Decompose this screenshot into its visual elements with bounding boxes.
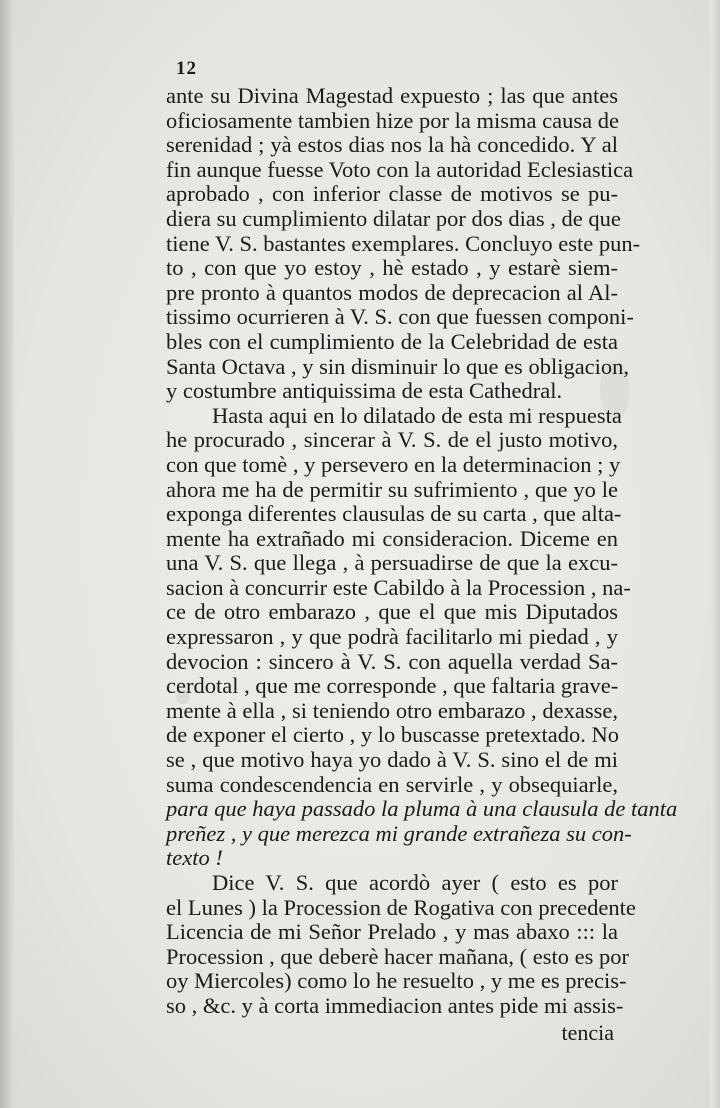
text-line: ce de otro embarazo , que el que mis Diputados: [166, 599, 618, 625]
paragraph-start-line: Dice V. S. que acordò ayer ( esto es por: [212, 870, 618, 895]
catchword: tencia: [561, 1019, 614, 1045]
page-edge-shadow: [0, 0, 14, 1108]
text-line: oy Miercoles) como lo he resuelto , y me es precis-: [166, 968, 627, 994]
text-line: Santa Octava , y sin disminuir lo que es obligacion,: [166, 353, 630, 379]
paragraph-end-line: y costumbre antiquissima de esta Cathedral.: [166, 378, 563, 404]
paragraph-start-line: Hasta aqui en lo dilatado de esta mi respuesta: [212, 402, 622, 428]
text-line: el Lunes ) la Procession de Rogativa con precedente: [166, 894, 636, 920]
text-line: mente à ella , si teniendo otro embarazo , dexasse,: [166, 697, 618, 723]
text-line: expressaron , y que podrà facilitarlo mi piedad , y: [166, 624, 618, 650]
text-line: fin aunque fuesse Voto con la autoridad Eclesiastica: [166, 156, 634, 182]
text-line: se , que motivo haya yo dado à V. S. sino el de mi: [166, 747, 618, 773]
page-edge-right: [710, 0, 720, 1108]
text-line: devocion : sincero à V. S. con aquella verdad Sa-: [166, 648, 618, 674]
text-line: cerdotal , que me corresponde , que faltaria grave-: [166, 673, 619, 699]
text-line: suma condescendencia en servirle , y obsequiarle,: [166, 771, 618, 797]
text-line: una V. S. que llega , à persuadirse de que la excu-: [166, 550, 618, 576]
text-line: so , &c. y à corta immediacion antes pide mi assis-: [166, 992, 624, 1018]
text-block: [166, 58, 678, 1045]
text-line: pre pronto à quantos modos de deprecacion al Al-: [166, 279, 618, 305]
text-line: exponga diferentes clausulas de su carta , que alta-: [166, 501, 622, 527]
text-line: con que tomè , y persevero en la determinacion ; y: [166, 451, 621, 477]
text-line: tiene V. S. bastantes exemplares. Concluyo este pun-: [166, 230, 641, 256]
text-line: ante su Divina Magestad expuesto ; las que antes: [166, 83, 618, 108]
text-line: to , con que yo estoy , hè estado , y estarè siem-: [166, 255, 618, 281]
text-line: diera su cumplimiento dilatar por dos dias , de que: [166, 205, 621, 231]
italic-quote-line: para que haya passado la pluma à una clausula de tanta: [166, 796, 678, 822]
text-line: tissimo ocurrieren à V. S. con que fuessen componi-: [166, 304, 634, 330]
text-line: Procession , que deberè hacer mañana, ( esto es por: [166, 943, 629, 969]
text-line: de exponer el cierto , y lo buscasse pretextado. No: [166, 722, 619, 748]
text-line: aprobado , con inferior classe de motivos se pu-: [166, 181, 618, 207]
text-line: bles con el cumplimiento de la Celebridad de esta: [166, 328, 618, 354]
italic-quote-line: texto !: [166, 845, 223, 871]
text-line: sacion à concurrir este Cabildo à la Procession , na-: [166, 574, 631, 600]
italic-quote-line: preñez , y que merezca mi grande extrañeza su con-: [166, 820, 632, 846]
text-line: mente ha extrañado mi consideracion. Diceme en: [166, 525, 618, 551]
text-line: oficiosamente tambien hize por la misma causa de: [166, 107, 619, 133]
page-number: 12: [176, 58, 197, 79]
text-line: Licencia de mi Señor Prelado , y mas abaxo ::: la: [166, 919, 618, 945]
text-line: ahora me ha de permitir su sufrimiento , que yo le: [166, 476, 618, 502]
text-line: he procurado , sincerar à V. S. de el justo motivo,: [166, 427, 618, 453]
text-line: serenidad ; yà estos dias nos la hà concedido. Y al: [166, 132, 618, 158]
